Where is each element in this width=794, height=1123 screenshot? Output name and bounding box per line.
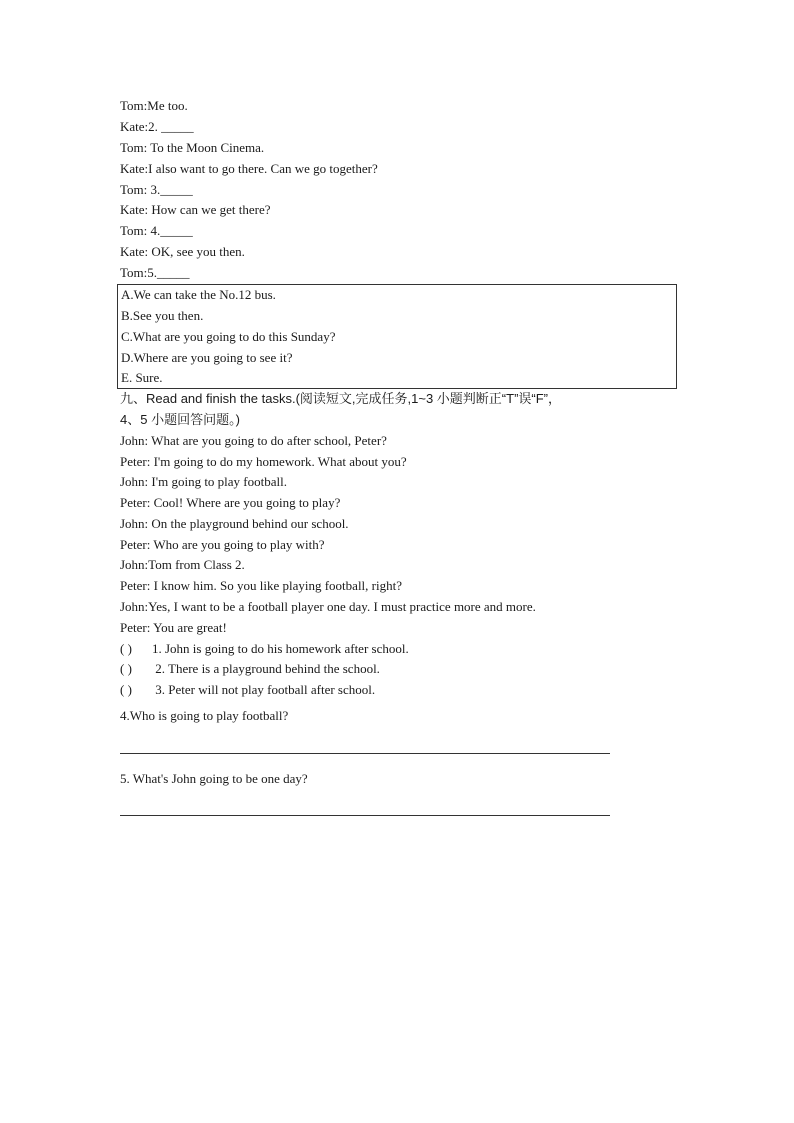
passage-line: Peter: I'm going to do my homework. What about you? bbox=[120, 454, 407, 469]
passage-line: Peter: Cool! Where are you going to play? bbox=[120, 495, 341, 510]
tf-question bbox=[120, 641, 409, 657]
answer-line-5[interactable] bbox=[120, 815, 610, 816]
dialogue-line: Kate:I also want to go there. Can we go together? bbox=[120, 161, 378, 176]
option-d: D.Where are you going to see it? bbox=[121, 350, 293, 365]
question-5: 5. What's John going to be one day? bbox=[120, 771, 308, 786]
answer-blank[interactable]: ( ) bbox=[120, 682, 132, 697]
passage-line: Peter: I know him. So you like playing football, right? bbox=[120, 578, 402, 593]
tf-question bbox=[120, 661, 380, 677]
passage-line: John: What are you going to do after school, Peter? bbox=[120, 433, 387, 448]
option-a: A.We can take the No.12 bus. bbox=[121, 287, 276, 302]
answer-blank[interactable]: ( ) bbox=[120, 661, 132, 676]
passage-line: John: I'm going to play football. bbox=[120, 474, 287, 489]
tf-question-text: 3. Peter will not play football after school. bbox=[152, 682, 376, 697]
dialogue-line: Tom: 4._____ bbox=[120, 223, 193, 238]
passage-line: Peter: Who are you going to play with? bbox=[120, 537, 325, 552]
passage-line: Peter: You are great! bbox=[120, 620, 227, 635]
section-heading: 九、Read and finish the tasks.(阅读短文,完成任务,1~3 小题判断正“T”误“F”， bbox=[120, 391, 562, 406]
dialogue-line: Tom:5._____ bbox=[120, 265, 190, 280]
tf-question-text: 2. There is a playground behind the school. bbox=[152, 661, 380, 676]
question-4: 4.Who is going to play football? bbox=[120, 708, 289, 723]
passage-line: John: On the playground behind our school. bbox=[120, 516, 349, 531]
dialogue-line: Kate: How can we get there? bbox=[120, 202, 271, 217]
option-b: B.See you then. bbox=[121, 308, 204, 323]
passage-line: John:Tom from Class 2. bbox=[120, 557, 245, 572]
tf-question bbox=[120, 682, 375, 698]
answer-blank[interactable]: ( ) bbox=[120, 641, 132, 656]
dialogue-line: Tom: 3._____ bbox=[120, 182, 193, 197]
options-box bbox=[117, 284, 677, 389]
dialogue-line: Kate:2. _____ bbox=[120, 119, 194, 134]
dialogue-line: Tom: To the Moon Cinema. bbox=[120, 140, 265, 155]
dialogue-line: Tom:Me too. bbox=[120, 98, 188, 113]
dialogue-line: Kate: OK, see you then. bbox=[120, 244, 245, 259]
option-c: C.What are you going to do this Sunday? bbox=[121, 329, 336, 344]
answer-line-4[interactable] bbox=[120, 753, 610, 754]
section-heading-cont: 4、5 小题回答问题。) bbox=[120, 412, 240, 427]
option-e: E. Sure. bbox=[121, 370, 163, 385]
passage-line: John:Yes, I want to be a football player one day. I must practice more and more. bbox=[120, 599, 536, 614]
tf-question-text: 1. John is going to do his homework after school. bbox=[152, 641, 409, 656]
